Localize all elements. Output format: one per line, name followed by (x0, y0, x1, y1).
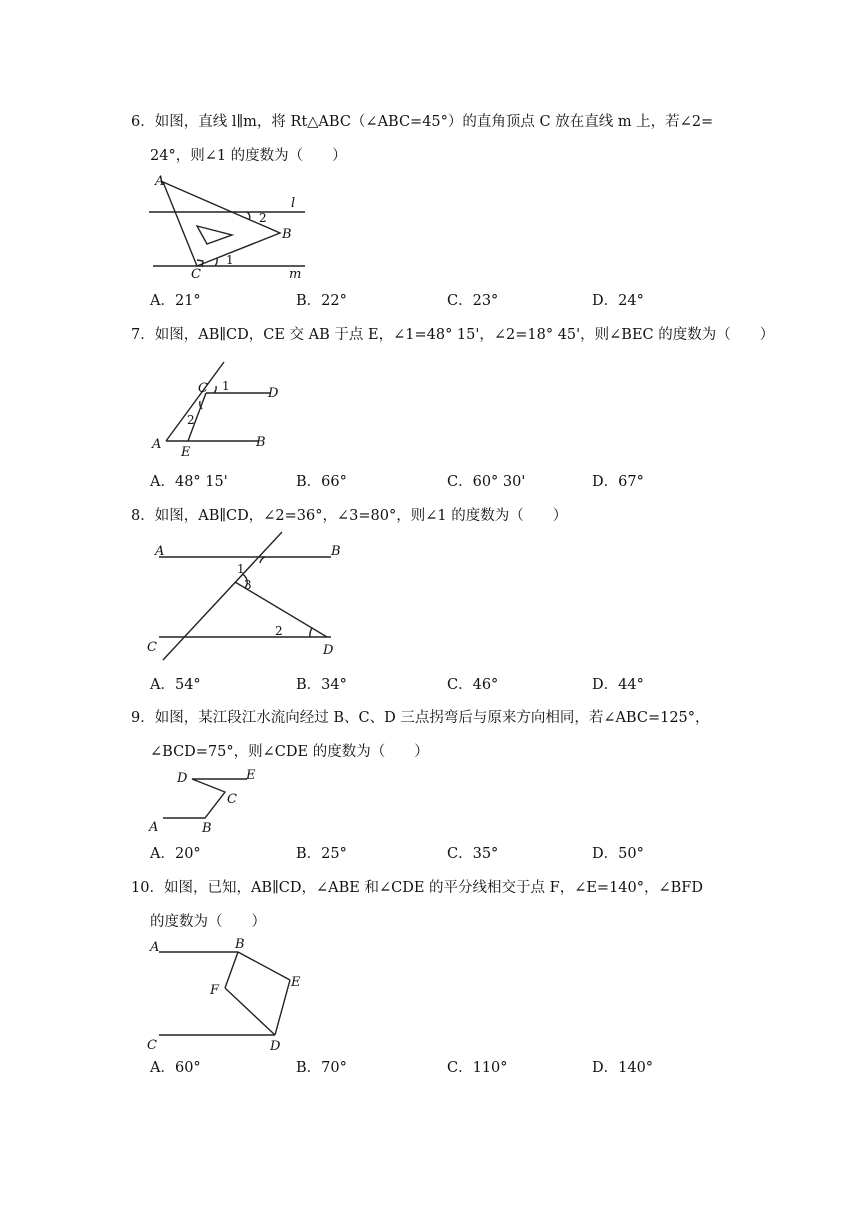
q9-option-b[interactable]: B．25° (296, 846, 347, 862)
q9-option-a[interactable]: A．20° (150, 846, 201, 862)
label-l: l (291, 196, 296, 211)
question-10-line-1: 10．如图，已知，AB∥CD，∠ABE 和∠CDE 的平分线相交于点 F，∠E=140°，∠BFD (131, 880, 703, 896)
q7-option-c[interactable]: C．60° 30' (447, 474, 526, 490)
label-E: E (181, 445, 191, 460)
label-angle-2: 2 (259, 211, 267, 225)
label-B: B (202, 821, 212, 836)
q9-option-d[interactable]: D．50° (592, 846, 644, 862)
label-B: B (282, 227, 292, 242)
label-B: B (331, 544, 341, 559)
label-C: C (147, 1038, 157, 1053)
label-D: D (177, 771, 188, 786)
q8-option-c[interactable]: C．46° (447, 677, 499, 693)
label-angle-2: 2 (275, 624, 283, 638)
angle-2-arc (310, 628, 312, 637)
label-D: D (270, 1039, 281, 1054)
label-angle-2: 2 (187, 413, 195, 427)
segment-fd (225, 988, 275, 1035)
label-C: C (198, 381, 208, 396)
label-angle-1: 1 (222, 379, 230, 393)
segment-ed (275, 980, 290, 1035)
question-7-line-1: 7．如图，AB∥CD，CE 交 AB 于点 E，∠1=48° 15'，∠2=18° 45'，则∠BEC 的度数为（ ） (131, 327, 775, 343)
question-6-line-2: 24°，则∠1 的度数为（ ） (150, 148, 347, 164)
angle-1-arc (260, 557, 265, 563)
label-A: A (152, 437, 162, 452)
q10-option-b[interactable]: B．70° (296, 1060, 347, 1076)
question-8-line-1: 8．如图，AB∥CD，∠2=36°，∠3=80°，则∠1 的度数为（ ） (131, 508, 568, 524)
label-F: F (210, 983, 220, 998)
figure-9 (145, 765, 275, 837)
question-10-line-2: 的度数为（ ） (150, 914, 266, 930)
label-angle-3: 3 (244, 578, 252, 592)
q10-option-d[interactable]: D．140° (592, 1060, 654, 1076)
q6-option-c[interactable]: C．23° (447, 293, 499, 309)
figure-8 (145, 530, 355, 665)
triangle-inner (197, 226, 232, 244)
label-E: E (291, 975, 301, 990)
label-C: C (227, 792, 237, 807)
q7-option-d[interactable]: D．67° (592, 474, 644, 490)
q7-option-b[interactable]: B．66° (296, 474, 347, 490)
label-angle-1: 1 (237, 562, 245, 576)
label-E: E (246, 768, 256, 783)
q8-option-b[interactable]: B．34° (296, 677, 347, 693)
q10-option-c[interactable]: C．110° (447, 1060, 508, 1076)
q6-option-d[interactable]: D．24° (592, 293, 644, 309)
label-A: A (150, 940, 160, 955)
label-m: m (289, 267, 302, 282)
figure-7 (148, 360, 288, 460)
q10-option-a[interactable]: A．60° (150, 1060, 201, 1076)
q7-option-a[interactable]: A．48° 15' (150, 474, 228, 490)
question-6-line-1: 6．如图，直线 l∥m，将 Rt△ABC（∠ABC=45°）的直角顶点 C 放在直线 m 上，若∠2= (131, 114, 714, 130)
figure-6 (145, 170, 315, 285)
angle-1-arc (214, 386, 216, 393)
segment-bf (225, 952, 238, 988)
q6-option-a[interactable]: A．21° (150, 293, 201, 309)
segment-be (238, 952, 290, 980)
label-A: A (155, 174, 165, 189)
question-9-line-2: ∠BCD=75°，则∠CDE 的度数为（ ） (150, 744, 429, 760)
q6-option-b[interactable]: B．22° (296, 293, 347, 309)
label-angle-1: 1 (226, 253, 234, 267)
label-B: B (235, 937, 245, 952)
transversal (163, 532, 282, 660)
label-D: D (323, 643, 334, 658)
q8-option-a[interactable]: A．54° (150, 677, 201, 693)
q8-option-d[interactable]: D．44° (592, 677, 644, 693)
label-D: D (268, 386, 279, 401)
label-C: C (191, 267, 201, 282)
question-9-line-1: 9．如图，某江段江水流向经过 B、C、D 三点拐弯后与原来方向相同，若∠ABC=125°， (131, 710, 710, 726)
figure-10 (145, 935, 315, 1055)
label-C: C (147, 640, 157, 655)
label-B: B (256, 435, 266, 450)
label-A: A (155, 544, 165, 559)
q9-option-c[interactable]: C．35° (447, 846, 499, 862)
label-A: A (149, 820, 159, 835)
transversal (166, 362, 224, 441)
